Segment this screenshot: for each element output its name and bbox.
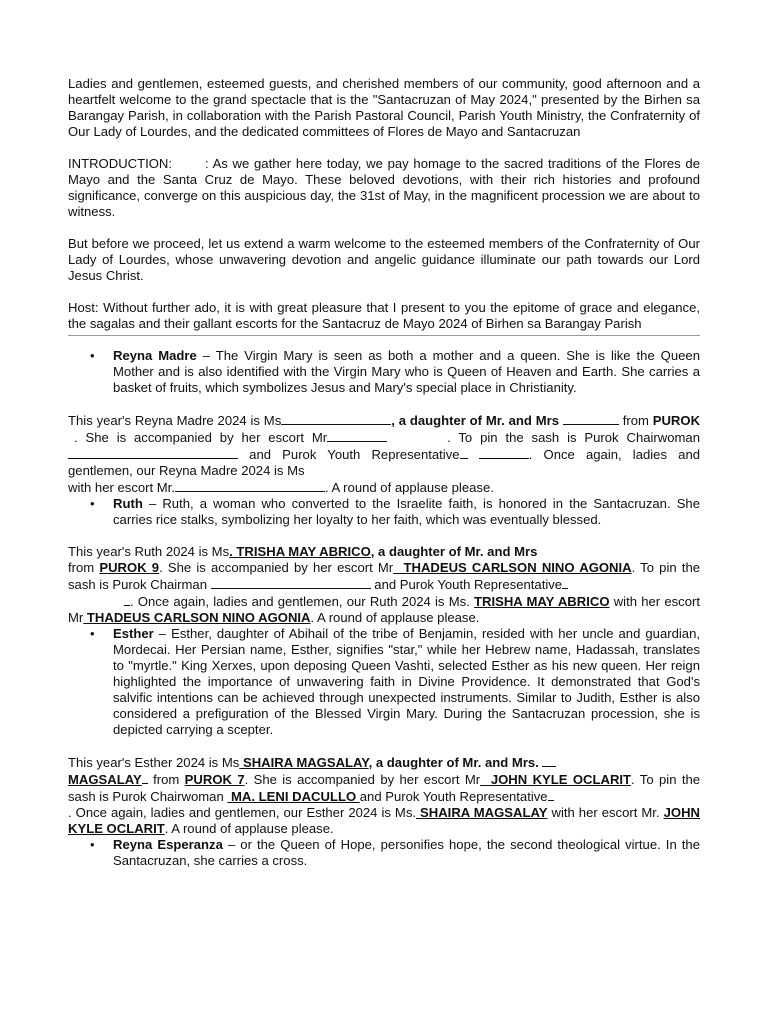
purok-label: PUROK 7 [184, 772, 245, 787]
purok-label: PUROK 9 [99, 560, 160, 575]
list-item [68, 837, 700, 869]
escort-name-repeat: JOHN KYLE OCLARIT [68, 805, 700, 836]
blank-parents [542, 754, 556, 767]
blank-youth-rep [548, 788, 554, 801]
blank-chairman [211, 576, 371, 589]
blank-youth-rep [460, 446, 468, 459]
document-page [68, 76, 704, 869]
blank-escort [327, 429, 387, 442]
sagala-name-repeat: TRISHA MAY ABRICO [474, 594, 610, 609]
introduction-paragraph: INTRODUCTION: : As we gather here today, we pay homage to the sacred traditions of the Flores de Mayo and the Santa Cruz de Mayo. These beloved devotions, with their rich histories and profound significance, converge on this auspicious day, the 31st of May, in the magnificent procession we are about to witness. [68, 156, 704, 219]
role-description: – The Virgin Mary is seen as both a mother and a queen. She is like the Queen Mother and is also identified with the Virgin Mary who is Queen of Heaven and Earth. She carries a basket of fruits, which symbolizes Jesus and Mary's special place in Christianity. [113, 348, 700, 395]
sagala-name-repeat: SHAIRA MAGSALAY [420, 805, 548, 820]
blank-parents [563, 412, 619, 425]
ruth-section [68, 496, 700, 528]
reyna-esperanza-section [68, 837, 700, 869]
escort-name-repeat: THADEUS CARLSON NINO AGONIA [86, 610, 311, 625]
reyna-madre-announcement: This year's Reyna Madre 2024 is Ms , a daughter of Mr. and Mrs from PUROK. She is accompanied by her escort Mr . To pin the sash is Purok Chairwoman and Purok Youth Representative . Once again, ladies and gentlemen, our Reyna Madre 2024 is Ms with her escort Mr. . A round of applause please. [68, 413, 701, 495]
sagala-name: SHAIRA MAGSALAY [242, 755, 369, 770]
host-paragraph: Host: Without further ado, it is with great pleasure that I present to you the epitome of grace and elegance, the sagalas and their gallant escorts for the Santacruz de Mayo 2024 of Birhen sa Barangay Parish [68, 300, 700, 331]
role-description: – Esther, daughter of Abihail of the tribe of Benjamin, resided with her uncle and guardian, Mordecai. Her Persian name, Esther, signifies "star," while her Hebrew name, Hadassah, translates to "myrtle." King Xerxes, upon deposing Queen Vashti, selected Esther as his new queen. Her reign highlighted the importance of unwavering faith in Divine Providence. It demonstrated that God's salvific intentions can be achieved through unexpected instruments. Similar to Judith, Esther is also considered a prefiguration of the Blessed Virgin Mary. During the Santacruzan procession, she is depicted carrying a scepter. [113, 626, 700, 737]
role-description: – or the Queen of Hope, personifies hope, the second theological virtue. In the Santacruzan, she carries a cross. [113, 837, 700, 868]
list-item [68, 626, 700, 738]
confraternity-paragraph: But before we proceed, let us extend a warm welcome to the esteemed members of the Confraternity of Our Lady of Lourdes, whose unwavering devotion and angelic guidance illuminate our path towards our Lord Jesus Christ. [68, 236, 700, 283]
list-item [68, 496, 700, 528]
esther-section [68, 626, 700, 738]
blank-escort-repeat [175, 479, 325, 492]
escort-name: THADEUS CARLSON NINO AGONIA [403, 560, 632, 575]
parents-surname: MAGSALAY [68, 772, 142, 787]
bullet-icon: • [90, 496, 95, 511]
ruth-announcement: This year's Ruth 2024 is Ms. TRISHA MAY ABRICO, a daughter of Mr. and Mrs from PUROK 9. She is accompanied by her escort Mr THADEUS CARLSON NINO AGONIA. To pin the sash is Purok Chairman and Purok Youth Representative . Once again, ladies and gentlemen, our Ruth 2024 is Ms. TRISHA MAY ABRICO with her escort Mr THADEUS CARLSON NINO AGONIA. A round of applause please. [68, 544, 701, 625]
esther-announcement: This year's Esther 2024 is Ms SHAIRA MAGSALAY, a daughter of Mr. and Mrs. MAGSALAY from PUROK 7. She is accompanied by her escort Mr JOHN KYLE OCLARIT. To pin the sash is Purok Chairwoman MA. LENI DACULLO and Purok Youth Representative . Once again, ladies and gentlemen, our Esther 2024 is Ms. SHAIRA MAGSALAY with her escort Mr. JOHN KYLE OCLARIT. A round of applause please. [68, 755, 701, 836]
role-title: Reyna Esperanza [113, 837, 223, 852]
purok-label: PUROK [652, 413, 701, 428]
role-title: Reyna Madre [113, 348, 197, 363]
escort-name: JOHN KYLE OCLARIT [490, 772, 632, 787]
bullet-icon: • [90, 626, 95, 641]
role-description: – Ruth, a woman who converted to the Israelite faith, is honored in the Santacruzan. She carries rice stalks, symbolizing her loyalty to her faith, which was eventually blessed. [113, 496, 700, 527]
blank-line [479, 446, 529, 459]
section-divider [68, 335, 700, 336]
role-title: Ruth [113, 496, 143, 511]
bullet-icon: • [90, 837, 95, 852]
blank-name [281, 412, 391, 425]
chair-name: MA. LENI DACULLO [231, 789, 357, 804]
sagala-name: TRISHA MAY ABRICO [236, 544, 371, 559]
welcome-paragraph: Ladies and gentlemen, esteemed guests, and cherished members of our community, good afternoon and a heartfelt welcome to the grand spectacle that is the "Santacruzan of May 2024," presented by the Birhen sa Barangay Parish, in collaboration with the Parish Pastoral Council, Parish Youth Ministry, the Confraternity of Our Lady of Lourdes, and the dedicated committees of Flores de Mayo and Santacruzan [68, 76, 700, 139]
blank-youth-rep [562, 576, 568, 589]
list-item [68, 348, 700, 396]
blank-chairwoman [68, 446, 238, 459]
bullet-icon: • [90, 348, 95, 363]
reyna-madre-section [68, 348, 700, 396]
role-title: Esther [113, 626, 154, 641]
